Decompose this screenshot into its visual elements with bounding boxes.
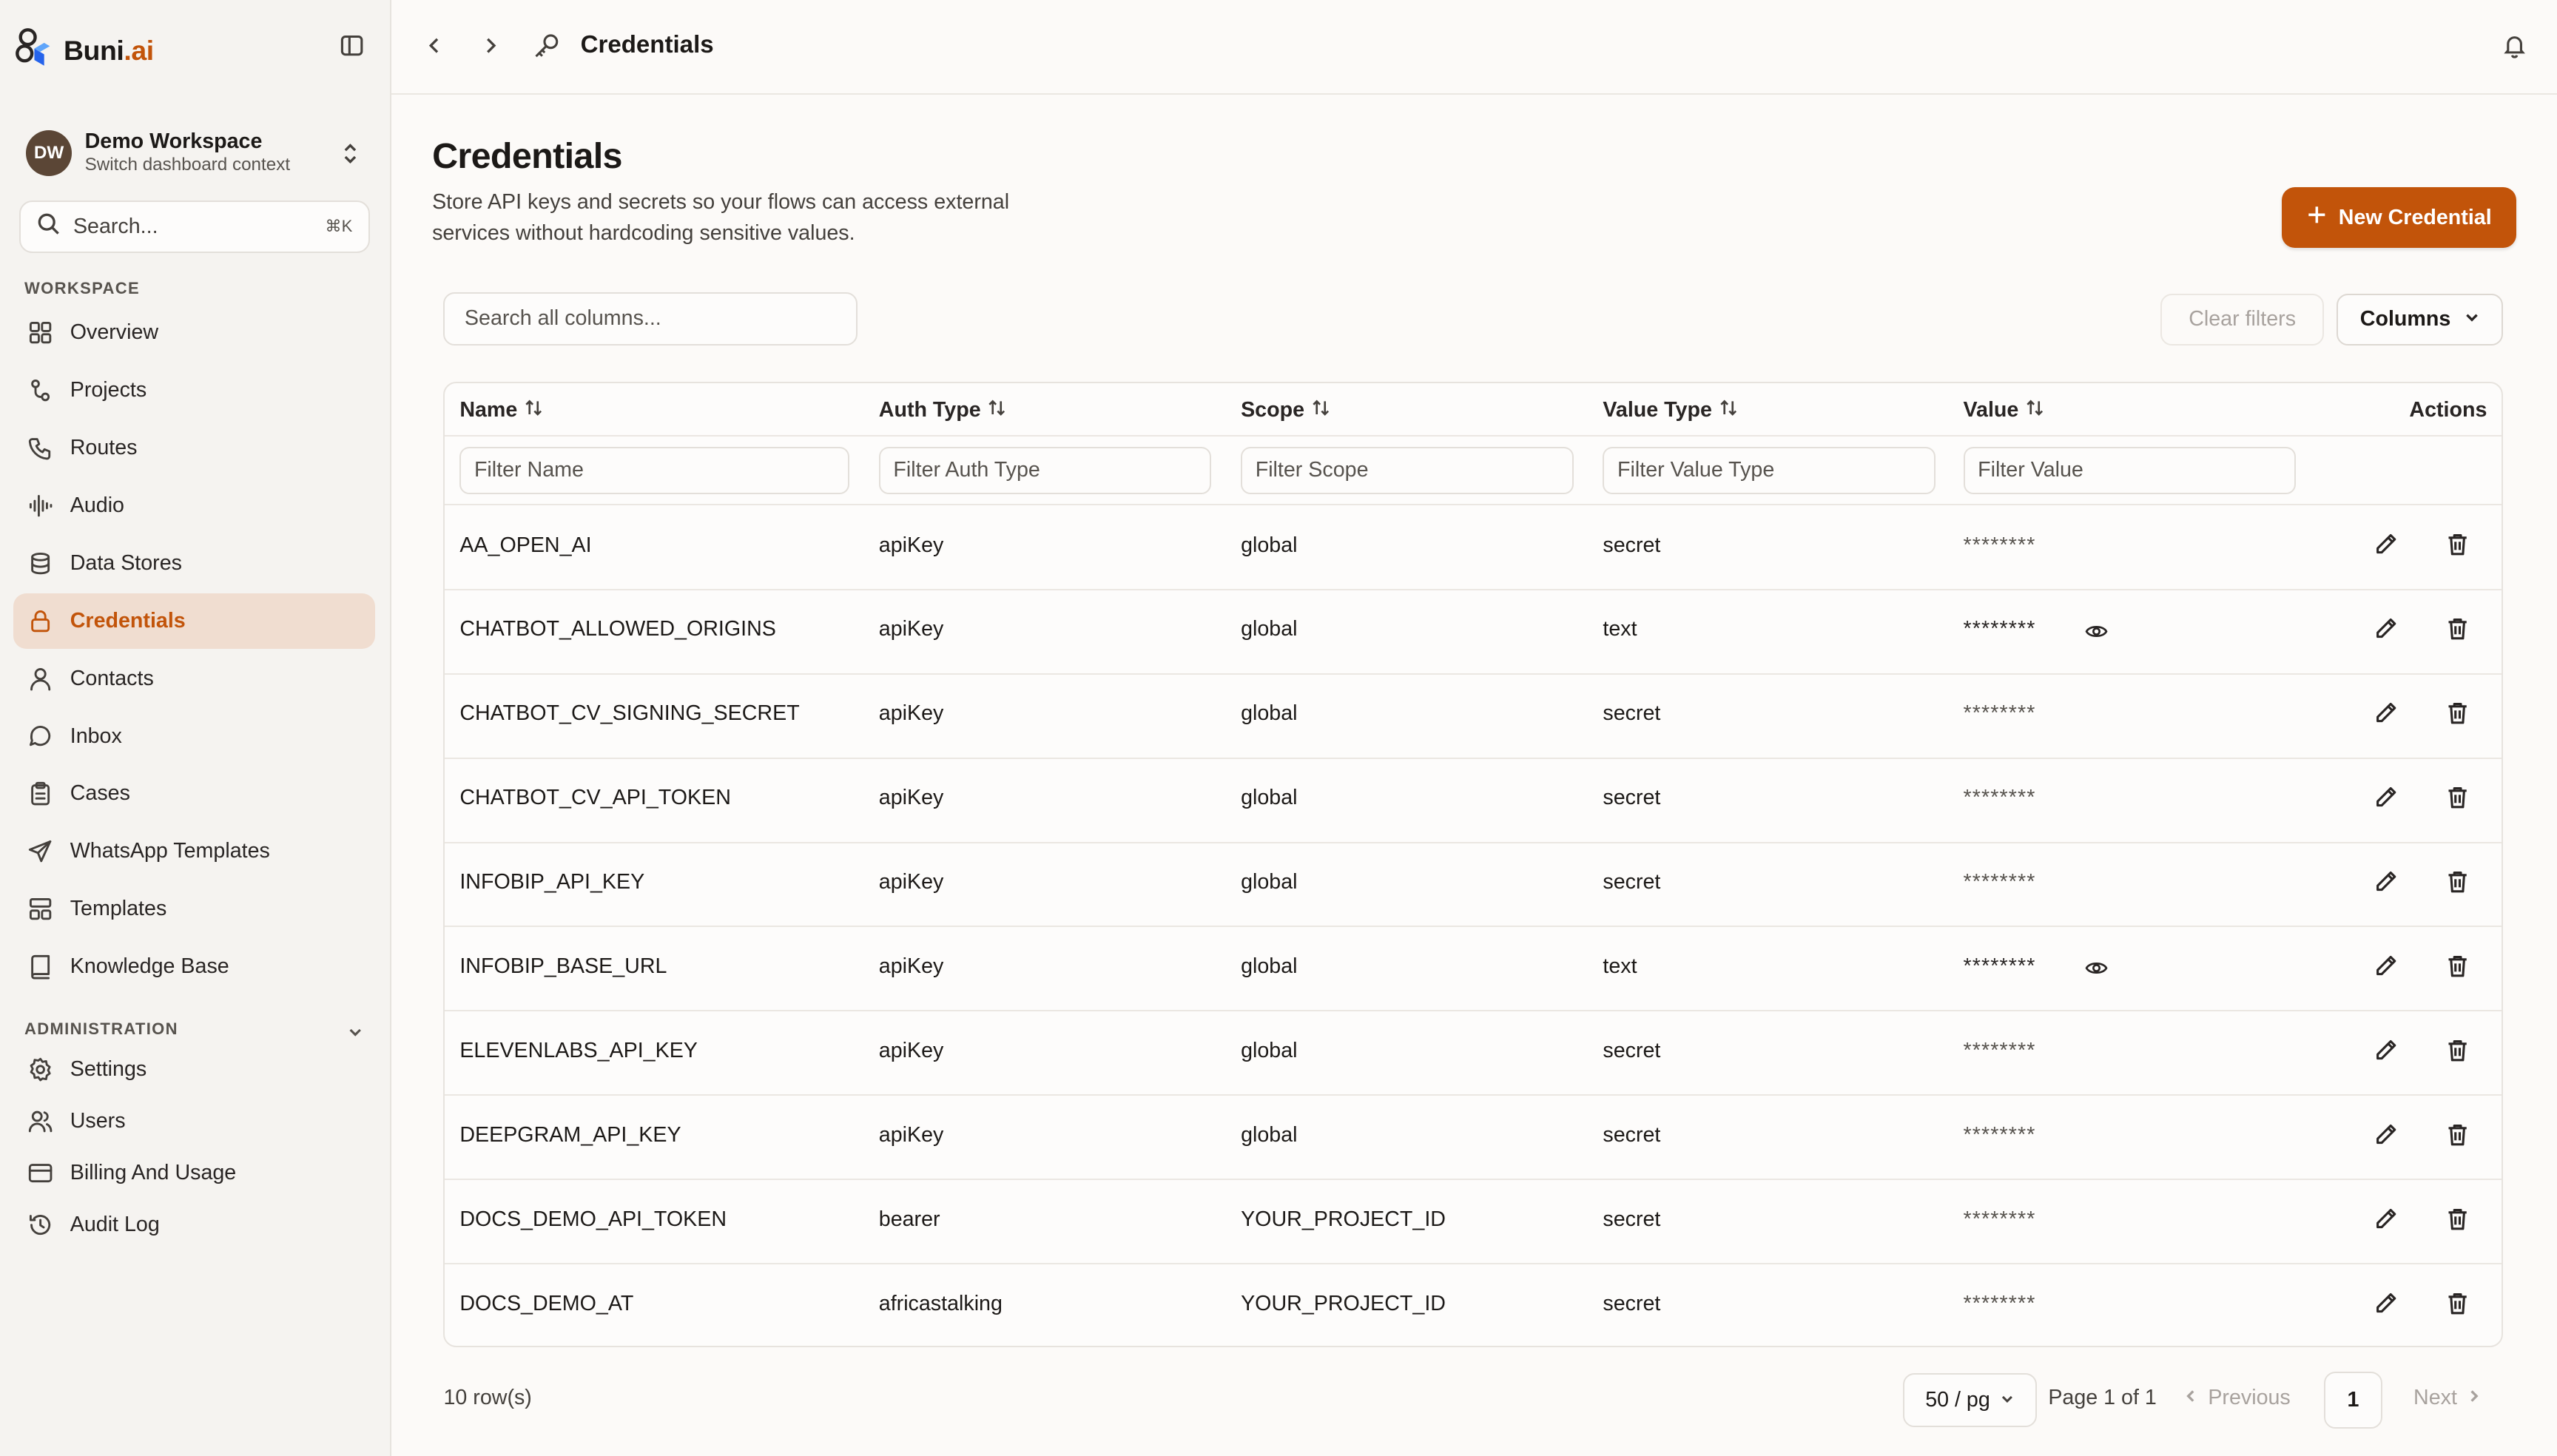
table-row[interactable]: [445, 1011, 2502, 1096]
cell-scope: global: [1241, 701, 1298, 726]
edit-icon[interactable]: [2373, 869, 2399, 894]
clipboard-icon: [27, 781, 53, 806]
header-auth-type[interactable]: [879, 398, 1007, 423]
sidebar-item-label: Overview: [70, 320, 159, 345]
sidebar-item-knowledge-base[interactable]: [13, 939, 375, 994]
users-icon: [27, 1108, 53, 1134]
cell-value: ********: [1963, 533, 2036, 557]
filter-scope-input[interactable]: Filter Scope: [1241, 447, 1574, 494]
cell-auth-type: apiKey: [878, 786, 944, 810]
sidebar-item-label: Audit Log: [70, 1212, 160, 1236]
cell-value-type: secret: [1603, 1123, 1661, 1147]
header-scope[interactable]: [1241, 398, 1330, 423]
cell-value: ********: [1963, 1207, 2036, 1232]
cell-scope: global: [1241, 1123, 1298, 1147]
sidebar-item-routes[interactable]: [13, 420, 375, 476]
trash-icon[interactable]: [2445, 616, 2470, 641]
workspace-switcher[interactable]: [13, 118, 375, 189]
sort-icon: [524, 398, 543, 423]
header-value[interactable]: [1964, 398, 2045, 423]
workspace-subtitle: Switch dashboard context: [84, 155, 291, 175]
cell-name: CHATBOT_ALLOWED_ORIGINS: [459, 617, 776, 641]
cell-scope: global: [1241, 870, 1298, 894]
plus-icon: [2306, 204, 2328, 232]
cell-auth-type: apiKey: [878, 1039, 944, 1063]
table-row[interactable]: [445, 758, 2502, 843]
database-icon: [27, 550, 53, 576]
cell-value: ********: [1963, 786, 2036, 810]
sort-icon: [1311, 398, 1330, 423]
cell-auth-type: apiKey: [878, 954, 944, 979]
sidebar-item-label: Audio: [70, 493, 124, 517]
workspace-avatar: DW: [26, 130, 72, 176]
main-content: [391, 0, 2557, 1456]
table-row[interactable]: [445, 1096, 2502, 1181]
page-title: Credentials: [432, 135, 622, 176]
eye-icon[interactable]: [2084, 956, 2109, 980]
layout-icon: [27, 896, 53, 922]
sort-icon: [987, 398, 1006, 423]
trash-icon[interactable]: [2445, 531, 2470, 557]
chat-icon: [27, 723, 53, 749]
cell-value-type: secret: [1603, 786, 1661, 810]
cell-name: INFOBIP_API_KEY: [459, 870, 645, 894]
audio-icon: [27, 493, 53, 519]
sort-icon: [1719, 398, 1738, 423]
brand-name: Buni.ai: [63, 34, 154, 66]
table-row[interactable]: [445, 674, 2502, 759]
cell-auth-type: africastalking: [878, 1292, 1003, 1316]
cell-value: ********: [1963, 1292, 2036, 1316]
sidebar-toggle-icon[interactable]: [339, 33, 365, 58]
cell-name: CHATBOT_CV_API_TOKEN: [459, 786, 731, 810]
columns-label: Columns: [2359, 307, 2451, 331]
sidebar-item-label: Settings: [70, 1057, 147, 1082]
edit-icon[interactable]: [2373, 616, 2399, 641]
header-value-label: Value: [1963, 398, 2019, 422]
table-row[interactable]: [445, 1180, 2502, 1265]
workspace-name: Demo Workspace: [84, 129, 263, 154]
sidebar-search[interactable]: [19, 200, 370, 253]
brand-logo[interactable]: [15, 27, 154, 73]
clear-filters-button[interactable]: Clear filters: [2160, 294, 2323, 346]
history-icon: [27, 1212, 53, 1238]
card-icon: [27, 1160, 53, 1186]
gear-icon: [27, 1056, 53, 1082]
sidebar-item-templates[interactable]: [13, 881, 375, 937]
credentials-table: [443, 382, 2503, 1347]
cell-value: ********: [1963, 1039, 2036, 1063]
user-icon: [27, 666, 53, 692]
sidebar-item-cases[interactable]: [13, 766, 375, 821]
breadcrumb-title: Credentials: [580, 30, 714, 58]
edit-icon[interactable]: [2373, 1206, 2399, 1232]
cell-name: AA_OPEN_AI: [459, 533, 592, 557]
sidebar-item-users[interactable]: [13, 1093, 375, 1149]
filter-name-input[interactable]: Filter Name: [459, 447, 849, 494]
chevron-down-icon: [2464, 307, 2480, 331]
sort-icon: [2025, 398, 2044, 423]
forward-icon[interactable]: [478, 33, 504, 58]
edit-icon[interactable]: [2373, 784, 2399, 810]
sidebar-item-label: Cases: [70, 781, 130, 806]
table-row[interactable]: [445, 843, 2502, 928]
cell-value-type: secret: [1603, 1039, 1661, 1063]
cell-value: ********: [1963, 870, 2036, 894]
chevrons-up-down-icon: [339, 141, 362, 166]
cell-value: ********: [1963, 617, 2036, 641]
cell-value-type: secret: [1603, 1292, 1661, 1316]
cell-name: CHATBOT_CV_SIGNING_SECRET: [459, 701, 800, 726]
edit-icon[interactable]: [2373, 953, 2399, 979]
bell-icon[interactable]: [2502, 33, 2527, 58]
header-value-type-label: Value Type: [1603, 398, 1712, 422]
topbar: [391, 0, 2557, 95]
cell-scope: global: [1241, 1039, 1298, 1063]
sidebar-item-billing-and-usage[interactable]: [13, 1145, 375, 1201]
header-scope-label: Scope: [1241, 398, 1305, 422]
sidebar-item-label: Routes: [70, 435, 138, 459]
table-row[interactable]: [445, 1264, 2502, 1347]
next-page-button[interactable]: [2413, 1386, 2482, 1410]
trash-icon[interactable]: [2445, 1037, 2470, 1063]
search-icon: [37, 212, 60, 241]
trash-icon[interactable]: [2445, 784, 2470, 810]
trash-icon[interactable]: [2445, 700, 2470, 726]
cell-value-type: text: [1603, 954, 1637, 979]
sidebar-item-label: Data Stores: [70, 550, 182, 575]
chevron-right-icon: [2467, 1386, 2482, 1410]
table-header: [445, 383, 2502, 437]
chevron-down-icon: [2000, 1388, 2015, 1412]
phone-icon: [27, 435, 53, 461]
cell-auth-type: apiKey: [878, 533, 944, 557]
sidebar-item-contacts[interactable]: [13, 651, 375, 707]
trash-icon[interactable]: [2445, 953, 2470, 979]
header-auth-type-label: Auth Type: [878, 398, 981, 422]
sidebar-item-label: Billing And Usage: [70, 1161, 237, 1185]
send-icon: [27, 838, 53, 864]
next-label: Next: [2413, 1386, 2457, 1410]
previous-label: Previous: [2208, 1386, 2291, 1410]
filter-auth-type-input[interactable]: Filter Auth Type: [879, 447, 1212, 494]
cell-name: ELEVENLABS_API_KEY: [459, 1039, 698, 1063]
sidebar-item-label: Knowledge Base: [70, 954, 229, 979]
book-icon: [27, 954, 53, 980]
eye-icon[interactable]: [2084, 619, 2109, 644]
section-label-workspace: WORKSPACE: [24, 278, 140, 297]
sidebar-item-label: Contacts: [70, 666, 154, 690]
filter-value-input[interactable]: Filter Value: [1964, 447, 2297, 494]
sidebar-item-label: Templates: [70, 897, 167, 921]
table-row[interactable]: [445, 590, 2502, 675]
sidebar-item-whatsapp-templates[interactable]: [13, 823, 375, 879]
cell-scope: global: [1241, 786, 1298, 810]
page-number-button[interactable]: 1: [2324, 1372, 2382, 1429]
cell-name: DOCS_DEMO_AT: [459, 1292, 634, 1316]
cell-value: ********: [1963, 954, 2036, 979]
search-shortcut: ⌘K: [325, 217, 353, 236]
buni-logo-icon: [15, 27, 50, 73]
sidebar-item-label: Users: [70, 1109, 126, 1133]
cell-value-type: secret: [1603, 701, 1661, 726]
sidebar-item-projects[interactable]: [13, 363, 375, 418]
sidebar-item-settings[interactable]: [13, 1042, 375, 1097]
trash-icon[interactable]: [2445, 1122, 2470, 1147]
cell-name: DOCS_DEMO_API_TOKEN: [459, 1207, 727, 1232]
cell-auth-type: apiKey: [878, 701, 944, 726]
header-actions: Actions: [2409, 397, 2487, 422]
filter-row: [445, 437, 2502, 505]
edit-icon[interactable]: [2373, 700, 2399, 726]
cell-scope: YOUR_PROJECT_ID: [1241, 1292, 1446, 1316]
page-description: Store API keys and secrets so your flows can access external services without hardcoding sensitive values.: [432, 190, 1010, 246]
sidebar-item-label: Credentials: [70, 608, 186, 633]
chevron-down-icon[interactable]: [346, 1019, 365, 1039]
edit-icon[interactable]: [2373, 1122, 2399, 1147]
cell-name: DEEPGRAM_API_KEY: [459, 1123, 681, 1147]
previous-page-button[interactable]: [2183, 1386, 2290, 1410]
sidebar-item-label: WhatsApp Templates: [70, 839, 270, 863]
chevron-left-icon: [2183, 1386, 2198, 1410]
header-name-label: Name: [459, 398, 518, 422]
per-page-value: 50 / pg: [1925, 1387, 1990, 1412]
edit-icon[interactable]: [2373, 531, 2399, 557]
trash-icon[interactable]: [2445, 1290, 2470, 1316]
cell-scope: global: [1241, 533, 1298, 557]
sidebar-search-placeholder: Search...: [73, 214, 158, 238]
cell-value-type: secret: [1603, 533, 1661, 557]
sidebar-item-credentials[interactable]: [13, 593, 375, 649]
cell-value-type: secret: [1603, 1207, 1661, 1232]
sidebar-item-data-stores[interactable]: [13, 536, 375, 591]
key-icon: [532, 31, 562, 61]
new-credential-button[interactable]: [2282, 187, 2516, 248]
cell-auth-type: apiKey: [878, 870, 944, 894]
table-row[interactable]: [445, 505, 2502, 590]
table-row[interactable]: [445, 927, 2502, 1012]
cell-value: ********: [1963, 1123, 2036, 1147]
lock-icon: [27, 608, 53, 634]
sidebar-item-inbox[interactable]: [13, 709, 375, 764]
trash-icon[interactable]: [2445, 869, 2470, 894]
edit-icon[interactable]: [2373, 1037, 2399, 1063]
sidebar-item-audio[interactable]: [13, 478, 375, 533]
header-value-type[interactable]: [1603, 398, 1738, 423]
cell-auth-type: apiKey: [878, 617, 944, 641]
sidebar-item-audit-log[interactable]: [13, 1197, 375, 1253]
cell-name: INFOBIP_BASE_URL: [459, 954, 667, 979]
sidebar-item-overview[interactable]: [13, 305, 375, 360]
per-page-select[interactable]: [1903, 1373, 2037, 1427]
cell-scope: YOUR_PROJECT_ID: [1241, 1207, 1446, 1232]
columns-button[interactable]: [2337, 294, 2503, 346]
edit-icon[interactable]: [2373, 1290, 2399, 1316]
cell-scope: global: [1241, 954, 1298, 979]
row-count: 10 row(s): [443, 1386, 532, 1410]
back-icon[interactable]: [421, 33, 447, 58]
grid-icon: [27, 320, 53, 346]
cell-auth-type: apiKey: [878, 1123, 944, 1147]
cell-scope: global: [1241, 617, 1298, 641]
projects-icon: [27, 377, 53, 403]
filter-value-type-input[interactable]: Filter Value Type: [1603, 447, 1936, 494]
cell-value-type: secret: [1603, 870, 1661, 894]
header-name[interactable]: [459, 398, 543, 423]
cell-auth-type: bearer: [878, 1207, 940, 1232]
new-credential-label: New Credential: [2338, 205, 2492, 229]
trash-icon[interactable]: [2445, 1206, 2470, 1232]
cell-value: ********: [1963, 701, 2036, 726]
sidebar-item-label: Projects: [70, 378, 147, 402]
cell-value-type: text: [1603, 617, 1637, 641]
search-all-columns-input[interactable]: Search all columns...: [443, 292, 858, 346]
sidebar-item-label: Inbox: [70, 724, 122, 748]
sidebar: [0, 0, 391, 1456]
page-info: Page 1 of 1: [2048, 1386, 2157, 1410]
section-label-administration: ADMINISTRATION: [24, 1019, 178, 1038]
